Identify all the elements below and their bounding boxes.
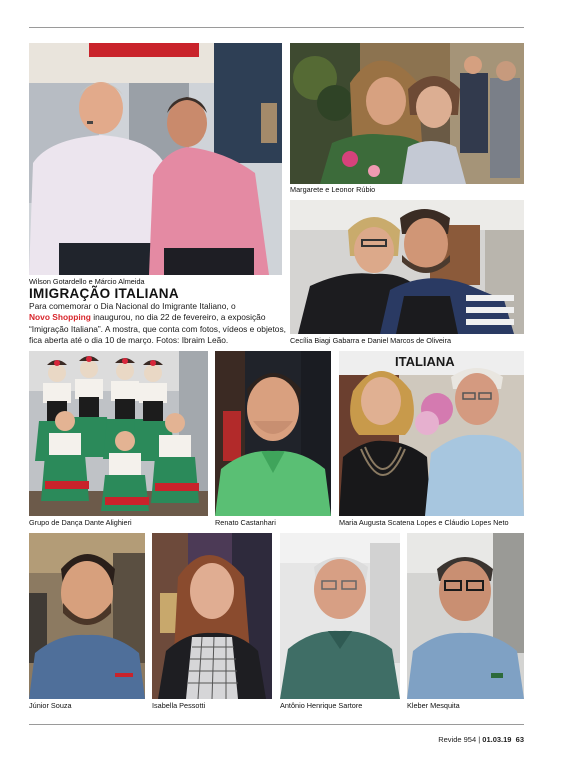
photo-isabella <box>152 533 272 699</box>
photo-antonio <box>280 533 400 699</box>
article-body <box>29 301 287 347</box>
photo-renato <box>215 351 331 516</box>
page-footer <box>438 735 524 744</box>
body-part-2: inaugurou, no dia 22 de fevereiro, a exposição “Imigração Italiana”. A mostra, que conta com fotos, vídeos e objetos, fica aberta até o dia 10 de março. Fotos: Ibraim Leão. <box>29 312 286 346</box>
banner-text: ITALIANA <box>395 354 455 369</box>
body-part-1: Para comemorar o Dia Nacional do Imigrante Italiano, o <box>29 301 236 311</box>
footer-separator: | <box>478 735 481 744</box>
bottom-rule <box>29 724 524 725</box>
caption-wilson-marcio: Wilson Gotardello e Márcio Almeida <box>29 277 145 286</box>
footer-date: 01.03.19 <box>482 735 512 744</box>
caption-antonio: Antônio Henrique Sartore <box>280 701 363 710</box>
caption-dance-group: Grupo de Dança Dante Alighieri <box>29 518 132 527</box>
photo-junior <box>29 533 145 699</box>
photo-dance-group <box>29 351 208 516</box>
photo-margarete-leonor <box>290 43 524 184</box>
caption-junior: Júnior Souza <box>29 701 72 710</box>
photo-kleber <box>407 533 524 699</box>
footer-page-number: 63 <box>515 735 524 744</box>
caption-cecilia-daniel: Cecília Biagi Gabarra e Daniel Marcos de Oliveira <box>290 336 452 345</box>
photo-cecilia-daniel <box>290 200 524 334</box>
photo-maria-claudio <box>339 351 524 516</box>
body-highlight-novo-shopping: Novo Shopping <box>29 312 91 323</box>
caption-renato: Renato Castanhari <box>215 518 276 527</box>
photo-wilson-marcio <box>29 43 282 275</box>
article-title: IMIGRAÇÃO ITALIANA <box>29 286 179 301</box>
caption-maria-claudio: Maria Augusta Scatena Lopes e Cláudio Lopes Neto <box>339 518 509 527</box>
caption-isabella: Isabella Pessotti <box>152 701 206 710</box>
caption-kleber: Kleber Mesquita <box>407 701 460 710</box>
footer-magazine: Revide 954 <box>438 735 477 744</box>
top-rule <box>29 27 524 28</box>
caption-margarete-leonor: Margarete e Leonor Rúbio <box>290 185 376 194</box>
